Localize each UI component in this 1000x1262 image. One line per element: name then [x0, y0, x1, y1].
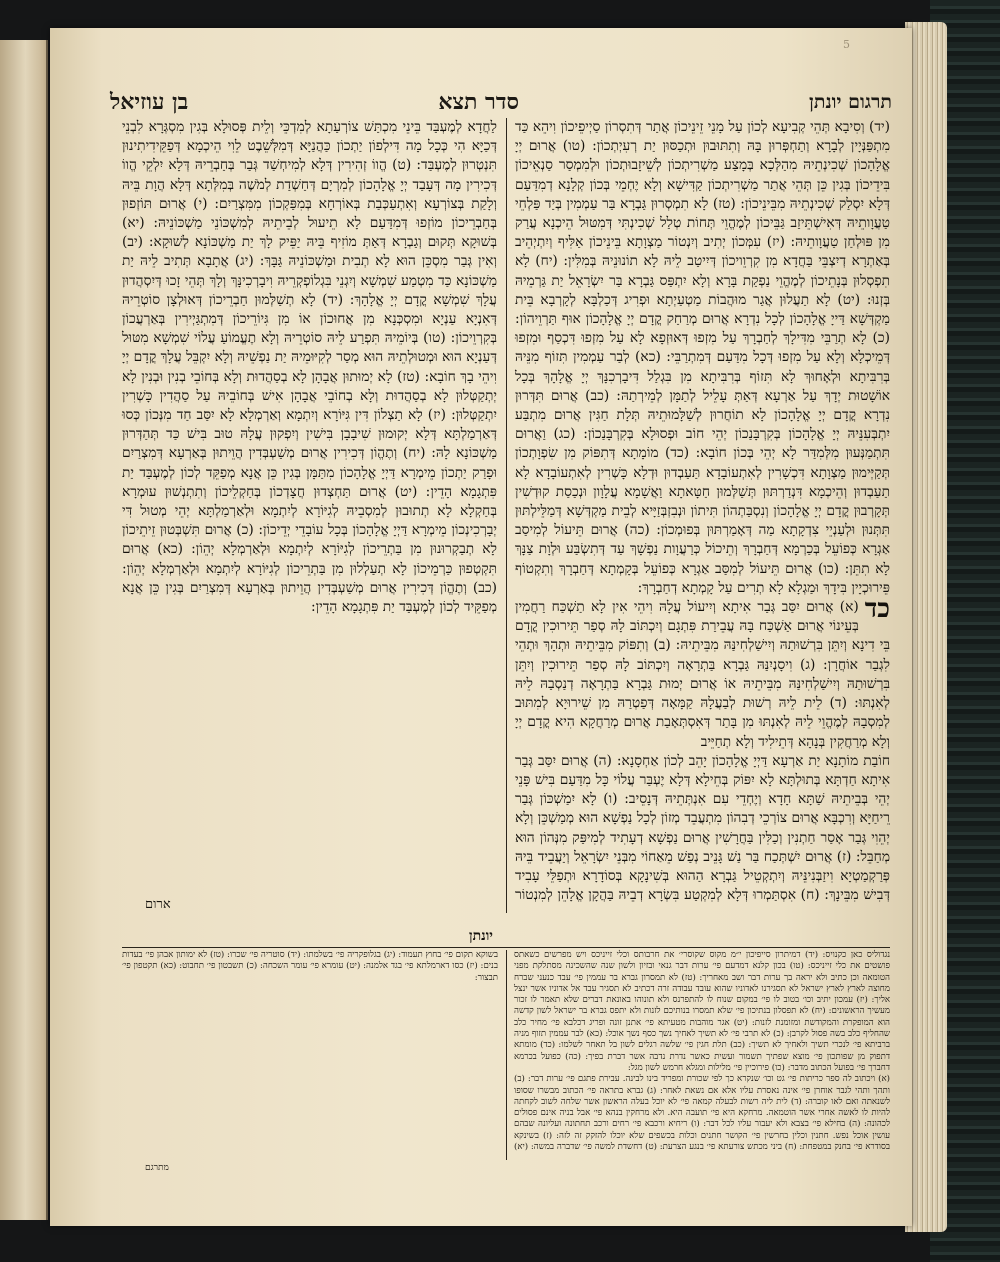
header-center: סדר תצא: [438, 89, 519, 115]
chapter-24-text: (א) אֲרוּם יִסַּב גְּבַר אִיתָא וְיִיעוֹל עֲלָהּ וִיהֵי אִין לָא תַשְׁכַּח רַחֲמִין בְּעֵינוֹי אֲרוּם אַשְׁכַּח בָּהּ עֲבֵירַת פִּתְגָם וְיִכְתּוֹב לָהּ סְפַר תֵּירוּכִין קֳדָם בֵּי דִינָא וְיִתֵּן בִּרְשׁוּתַהּ וְיִישַׁלְחִינַּהּ מִבֵּיתֵיהּ: (ב) וְתִפּוֹק מִבֵּיתֵיהּ וּתְהָךְ וּתְהֵי לִגְבַר אוֹחֲרָן: (ג) וִיסָנְיִנַּהּ גַּבְרָא בַּתְרָאָה וְיִכְתּוֹב לָהּ סְפַר תֵּירוּכִין וְיִתֵּן בִּרְשׁוּתַהּ וְיִישַׁלְחִינַּהּ מִבֵּיתֵיהּ אוֹ אֲרוּם יְמוּת גַּבְרָא בַּתְרָאָה דְנַסְבַהּ לֵיהּ לְאִנְתּוּ: (ד) לֵית לֵיהּ רְשׁוּת לְבַעֲלָהּ קַמָּאָה דְּפַטְרַהּ מִן שֵׁירוּיָא לְמִתּוּב לְמִסְבָהּ לְמֶהֱוֵי לֵיהּ לְאִנְתּוּ מִן בָּתַר דְּאִסְתְּאָבַת אֲרוּם מְרַחֲקָא הִיא קֳדָם יְיָ וְלָא מְרַחֲקִין בְּנָהָא דְּתֵילִיד וְלָא תְחַיֵּיב: [515, 599, 890, 750]
book-page: [50, 28, 912, 1226]
text-block-left: חוֹבַת מוֹתָנָא יַת אַרְעָא דַּיְיָ אֱלָהָכוֹן יָהֵב לְכוֹן אַחְסָנָא: (ה) אֲרוּם יִסַּב גְּבַר אִיתָא חַדְתָּא בְּתוּלְתָּא לָא יִפּוֹק בְּחֵילָא דְּלָא יֶעְבַּר עֲלוֹי כָּל מִדַּעַם בִּישׁ פָּנֵי יְהֵי בְּבֵיתֵיהּ שַׁתָּא חָדָא וְיֶחְדֵי עִם אִנְתְּתֵיהּ דְּנָסֵיב: (ו) לָא יִמַשְׁכּוֹן גְּבַר רֵיחַיָּא וְרִכְבָּא אֲרוּם צוֹרְכֵי דְבִהוֹן מִתְעֲבֵד מְזוֹן לְכָל נַפְשָׁא הוּא מְמַשְׁכֵּן וְלָא יְהֵוִי גְּבַר אָסַר חַתְנִין וְכַלִּין בַּחֲרָשִׁין אֲרוּם נַפְשָׁא דְעָתִיד לְמִיפַּק מִנְּהוֹן הוּא מְחַבֵּל: (ז) אֲרוּם יִשְׁתְּכַח בַּר נַשׁ גָּנֵיב נְפַשׁ מֵאַחוֹי מִבְּנֵי יִשְׂרָאֵל וְיַעֲבֵיד בֵּיהּ פְּרַקְמַטְיָא וִיזַבְּנִינֵּיהּ וְיִתְקְטֵיל גַּבְרָא הַהוּא בְּשִׁינָקָא בְּסוֹדָרָא וּתְפַלֵּי עָבִיד דְּבִישׁ מִבֵּינָךְ: (ח) אִסְתַּמְרוּ דְּלָא לְמִקְטַע בִּשְׂרָא דְבֵיהּ בַּהֲקָן אֱלָהֵן לְמִנְטוֹר לַחֲדָא לְמֶעְבַּד בֵּינֵי מִכְתַּשׁ צוֹרְעַתָא לְמִדְכֵּי וְלֵית פְּסוּלָא בְּגִין מִסְגְּרָא לִבְנֵי דְּכַיָּא הִי כְּכָל מָה דִּילְפוֹן יַתְכוֹן כַּהֲנַיָּא דְּמִלְּשֵׁבֶט לֵוִי הֵיכְמָא דְּפַקֵּידִיתִינוּן תִּנְטְרוּן לְמֶעְבַּד: (ט) הֱווֹ זְהִירִין דְּלָא לְמִיחְשַׁד גְּבַר בְּחַבְרֵיהּ דְּלָא יִלְקֵי הֱווֹ דְּכִירִין מָה דְּעָבַד יְיָ אֱלָהָכוֹן לְמִרְיָם דְּחַשְׁדַת לְמֹשֶׁה בְּמִלְּתָא דְּלָא הֲוָת בֵּיהּ וְלָקַת בְּצוֹרְעָא וְאִתְעַכְּבַת בְּאוֹרְחָא בְּמִפַּקְכוֹן מִמִּצְרַיִם: (י) אֲרוּם תּוֹזְפוּן בְּחַבְרֵיכוֹן מוֹזְפוּ דְּמִדַּעַם לָא תֵיעוּל לְבֵיתֵיהּ לְמִשְׁכּוֹנֵי מַשְׁכּוֹנֵיהּ: (יא) בְּשׁוּקָא תְּקוּם וְגַבְרָא דְּאַתְּ מוֹזִיף בֵּיהּ יַפֵּיק לָךְ יַת מַשְׁכּוֹנָא לְשׁוּקָא: (יב) וְאִין גְּבַר מִסְכֵּן הוּא לָא תְבִית וּמַשְׁכּוֹנֵיהּ גַּבָּךְ: (יג) אֲתָבָא תְּתִיב לֵיהּ יַת מַשְׁכּוֹנָא כַּד מִטְמַע שִׁמְשָׁא וְיִגְנֵי בִּגְלוֹפְקְרֵיהּ וִיבָרְכִינָּךְ וְלָךְ תְּהֵי זָכוּ דְּיִסְהֲדוּן עֲלָךְ שִׁמְשָׁא קֳדָם יְיָ אֱלָהָךְ: (יד) לָא תְשַׁלְּמוּן חַבְרֵיכוֹן דְּאוּלְצָן סוֹטְרֵיהּ דְּאִנְיָא עַנְיָא וּמִסְכְּנָא מִן אֲחוּכוֹן אוֹ מִן גִּיוֹרֵיכוֹן דְּמִתְגַּיְירִין בְּאַרְעֲכוֹן בְּקִרְוֵיכוֹן: (טו) בְּיוֹמֵיהּ תִּפְרַע לֵיהּ סוֹטְרֵיהּ וְלָא תֶעֱמוֹעַ עֲלוֹי שִׁמְשָׁא מִטּוּל דְּעַנְיָא הוּא וּמְטוּלְתֵיהּ הוּא מְסַר לְקִיּוּמֵיהּ יַת נַפְשֵׁיהּ וְלָא יִקְבֵּל עֲלָךְ קֳדָם יְיָ וִיהֵי בָךְ חוֹבָא: (טז) לָא יְמוּתוּן אֲבָהָן לָא בְסַהֲדוּת וְלָא בְּחוֹבֵי בְנִין וּבְנִין לָא יְתְקַטְּלוּן לָא בְסַהֲדוּת וְלָא בְחוֹבֵי אֲבָהָן אִישׁ בְּחוֹבֵיהּ עַל סַהֲדִין כָּשְׁרִין יִתְקַטְּלוּן: (יז) לָא תַצְלוֹן דִּין גִּיּוֹרָא וְיִתְמָא וְאַרְמְלָא לָא יִסַּב חַד מִנְּכוֹן כְּסוּ דְּאַרְמַלְתָּא דְּלָא יְקוּמוּן שִׁיבָבָן בִּישִׁין וְיִפְקוּן עֲלָהּ טוּב בִּישׁ כַּד תְּהַדְּרוּן מַשְׁכּוֹנָא לָהּ: (יח) וְתֶהֱוֹן דְּכִירִין אֲרוּם מְשַׁעְבְּדִין הֲוֵיתוּן בְּאַרְעָא דְּמִצְרַיִם וּפָרַק יַתְכוֹן מֵימְרָא דַּיְיָ אֱלָהָכוֹן מִתַּמָּן בְּגִין כֵּן אֲנָא מְפַקֵּד לְכוֹן לְמֶעְבַּד יַת פִּתְגָמָא הָדֵין: (יט) אֲרוּם תַּחְצְדוּן חֲצָדְכוֹן בְּחַקְלֵיכוֹן וְתִתְנְשׁוּן עוּמְרָא בְּחַקְלָא לָא תְתוּבוּן לְמִסְבֵיהּ לְגִיּוֹרָא לְיִתְמָא וּלְאַרְמַלְתָּא יְהֵי מְטוּל דִּי יְבָרְכִינְכוֹן מֵימְרָא דַּיְיָ אֱלָהָכוֹן בְּכָל עוֹבָדֵי יְדֵיכוֹן: (כ) אֲרוּם תִּשְׁבְּטוּן זֵיתֵיכוֹן לָא תְבַקְרוּנוּן מִן בַּתְרֵיכוֹן לְגִיּוֹרָא לְיִתְמָא וּלְאַרְמְלָא יְהֵוֹן: (כא) אֲרוּם תִּקְטְפוּן כַּרְמֵיכוֹן לָא תְעַלְלוּן מִן בַּתְרֵיכוֹן לְגִיּוֹרָא לְיִתְמָא וּלְאַרְמְלָא יְהֵוֹן: (כב) וְתֶהֱוֹן דְּכִירִין אֲרוּם מְשַׁעְבְּדִין הֲוֵיתוּן בְּאַרְעָא דְּמִצְרַיִם בְּגִין כֵּן אֲנָא מְפַקֵּיד לְכוֹן לְמֶעְבַּד יַת פִּתְגָמָא הָדֵין:: [122, 119, 890, 904]
left-page-edge: [0, 40, 48, 1220]
folio: 5: [843, 38, 850, 51]
commentary-divider: [122, 947, 890, 948]
running-header: [110, 88, 892, 116]
catchword: ארום: [145, 897, 171, 912]
commentary-columns: [122, 950, 890, 1160]
header-right: תרגום יונתן: [809, 90, 892, 113]
chapter-marker: כד: [864, 594, 890, 625]
commentary-left: (א) ויכתוב לה ספר כריתות פי׳ גט וכו׳ שנקרא כך לפי שכורת ומפריד בינו לבינה. עבירת פתגם פי׳ ערות דבר: (ב) ותהך ותהי לגבר אוחרן פי׳ אינה נאסרת עליו אלא אם נשאת לאחר: (ג) גברא בתראה פי׳ הכתוב מבשרו שסופו לשנאתה ואם לאו קוברה: (ד) לית ליה רשות לבעלה קמאה פי׳ לא יוכל בעלה הראשון אשר שלחה לשוב לקחתה להיות לו לאשה אחרי אשר הוטמאה. מרחקא היא פי׳ תועבה היא. ולא מרחקין בנהא פי׳ אבל בניה אינם פסולים לכהונה: (ה) בחילא פי׳ בצבא ולא יעבור עליו לכל דבר: (ו) ריחיא ורכבא פי׳ רחים ורכב תחתונה ועליונה שבהם עושין אוכל נפש. חתנין וכלין בחרשין פי׳ הקושר חתנים וכלות בכשפים שלא יוכלו להזקק זה לזה: (ז) בשינקא בסודרא פי׳ בחנק במטפחת: (ח) ביני מכתש צורעתא פי׳ בנגע הצרעת: (ט) דחשדת למשה פי׳ שדברה במשה: (יא) בשוקא תקום פי׳ בחוץ תעמוד: (יג) בגלופקריה פי׳ בשלמתו: (יד) סוטריה פי׳ שכרו: (טז) לא ימותון אבהן פי׳ בעדות בנים: (יז) כסו דארמלתא פי׳ בגד אלמנה: (יט) עומרא פי׳ עומר השכחה: (כ) תשבטון פי׳ תחבוט: (כא) תקטפון פי׳ תבצור:: [122, 950, 891, 1153]
chapter-24-block: [515, 594, 890, 752]
commentary-catchword: מתרגם: [145, 1163, 169, 1173]
main-text-columns: [122, 118, 890, 913]
commentary-title: יונתן: [469, 928, 493, 944]
text-block-right: (יד) וְסִיבָא תְּהֵי קְבִיעָא לְכוֹן עַל מָנֵי זֵינֵיכוֹן אֲתַר דְּתִסְרוֹן סַיְיפֵיכוֹן וִיהֵא כַּד מִתְפַּנְּיָין לְבָרָא וְתַחְפְּרוּן בָּהּ וְתִתּוּבוּן וּתְכַסּוּן יַת רְעִיְתְכוֹן: (טו) אֲרוּם יְיָ אֱלָהָכוֹן שְׁכִינְתֵיהּ מִהַלְּכָא בְּמָצַע מַשְׁרִיתְכוֹן לְשֵׁיזָבוּתְכוֹן וּלְמִמְסַר סַנְאֵיכוֹן בִּידֵיכוֹן בְּגִין כֵּן תְּהֵי אֲתַר מַשְׁרִיתְכוֹן קַדִּישָׁא וְלָא יֶחְמֵי בְּכוֹן קְלָנָא דְמִדַּעַם דְּלָא יִסְלַק שְׁכִינְתֵיהּ מִבֵּינֵיכוֹן: (טז) לָא תִמְסְרוּן גַּבְרָא בַּר עַמְמִין בְּיַד פַּלְחֵי טַעֲוָותֵיהּ דְּאִישְׁתֵּיזַב גַּבֵּיכוֹן לְמֶהֱוֵי תְּחוֹת טְלַל שְׁכִינְתִּי דְּמִטּוּל הֵיכְנָא עֲרַק מִן פּוּלְחַן טַעֲוָותֵיהּ: (יז) עִמְּכוֹן יְתִיב וְיִנְטוֹר מַצְוָתָא בֵּינֵיכוֹן אַלִּיף וְיִתְיְהֵיב בְּאַתְרָא דְיִצְבֵּי בַּחֲדָא מִן קִרְוֵויכוֹן דְּיִיטַב לֵיהּ לָא תוֹנוּנֵיהּ בְּמִלִּין: (יח) לָא תִפְסְלוּן בְּנָתֵיכוֹן לְמֶהֱוֵי נַפְקַת בָּרָא וְלָא יִתְפַּס גַּבְרָא בַּר יִשְׂרָאֵל יַת גַּרְמֵיהּ בְּזְנוּ: (יט) לָא תַעֲלוּן אֲגַר מוּהֲבוֹת מַטְעַיְתָא וּפְרִיג דְּכַלְבָּא לְקָרְבָא בֵּית מַקְדְּשָׁא דַּייָ אֱלָהָכוֹן לְכָל נִדְרָא אֲרוּם מְרַחַק קֳדָם יְיָ אֱלָהָכוֹן אוּף תַּרְוֵיהוֹן: (כ) לָא תְרַבֵּי מִדִּילָךְ לְחַבְרָךְ עַל מִזְפוּ דְּאוּזְפָא לָא עַל מִזְפוּ דִּכְסַף וּמִזְפוּ דְּמֵיכְלָא וְלָא עַל מִזְפוּ דְּכָל מִדַּעַם דְּמִתְרַבֵּי: (כא) לְבַר עַמְמִין תִּזוֹף מִנֵּיהּ בְּרִבִּיתָא וּלְאָחוּךְ לָא תִּזוֹף בְּרִבִּיתָא מִן בִּגְלַל דִּיבָרְכִנָּךְ יְיָ אֱלָהָךְ בְּכָל אוֹשָׁטוּת יְדָךְ עַל אַרְעָא דְּאַתְּ עָלֵיל לְתַמָּן לְמֵירְתַהּ: (כב) אֲרוּם תִּדְּרוּן נִדְרָא קֳדָם יְיָ אֱלָהָכוֹן לָא תוֹחֲרוּן לְשַׁלָּמוּתֵיהּ תְּלָת חַגִּין אֲרוּם מִתְבַּע יִתְבְּעִנֵּיהּ יְיָ אֱלָהָכוֹן בְּקִרְבָּנַכוֹן יְהֵי חוֹב וּפְסוּלָא בְּקִרְבָּנַכוֹן: (כג) וַאֲרוּם תִּתְמַנְּעוּן מִלְּמִדַּר לָא יְהֵי בְּכוֹן חוֹבָא: (כד) מוֹמָתָא דְּתִפּוֹק מִן שִׂפְוָתְכוֹן תְּקַיְּימוּן מַצְוָתָא דִּכְשָׁרִין לְאִתְעוֹבָדָא תַּעַבְדוּן וּדְלָא כָּשְׁרִין לְאִתְעוֹבָדָא לָא תַעַבְדוּן וְהֵיכְמָא דִּנְדַרְתּוּן תְּשַׁלְּמוּן חַטָּאתָא וַאֲשָׁמָא עֲלָוָון וּנְכַסַת קוּדְשִׁין תְּקָרְבוּן קֳדָם יְיָ אֱלָהָכוֹן וְנִסְבַּתְהוֹן תִּיתוֹן וּנְבִזְבְּזַיָּיא לְבֵית מַקְדְּשָׁא דְּמַלֵּילְתּוּן תִּתְּנוּן וּלְעַנְיֵי צִדְקָתָא מַה דְּאָמַרְתּוּן בְּפוּמְכוֹן: (כה) אֲרוּם תֵּיעוֹל לְמִיסַב אַגְרָא כְּפוֹעֵל בְּכַרְמָא דְּחַבְרָךְ וְתֵיכוֹל כְּרַעֲוָות נַפְשָׁךְ עַד דְּתִשְׂבַּע וּלְוָת צַנָּךְ לָא תִתֵּן: (כו) אֲרוּם תֵּיעוֹל לְמִסַּב אַגְרָא כְּפוֹעֵל בְּקָמְתָא דְּחַבְרָךְ וְתִקְטוֹף פֵּירוּכְיָין בִּידָךְ וּמַגְלָא לָא תְרִים עַל קָמְתָא דְחַבְרָךְ:: [515, 119, 890, 596]
commentary-right: נגדוליס כאן כקנויס: (יד) דמיתרון סייפיכון י״מ מקוס שקוסרי׳ את חרבותס וכלי זייניכס ויש מפרשים כשאתס פושטים את כלי זייניכס: (טו) בכון קלנא דמדעם פי׳ ערות דבר גנאי ובזיון ולשון שנה שהשכינה מסתלקת מפני הטומאה וכן כתיב ולא יראה בך ערות דבר ושב מאחריך: (טז) לא תמסרון גברא בר עממין פי׳ עבד כנעני שברח מחוצה לארץ לארץ ישראל לא תסגירנו לאדוניו שהוא עובד עבודה זרה דכתיב לא תסגיר עבד אל אדוניו אשר ינצל אליך: (יז) עמכון יתיב וכו׳ בטוב לו פי׳ במקום שנוח לו להתפרנס ולא תונוהו באונאת דברים שלא תאמר לו זכור מעשיך הראשונים: (יח) לא תפסלון בנתיכון פי׳ שלא תמסרו בנותיכם לזנות ולא יתפס גברא בר ישראל לשון קדשה הוא המופקרת והמקודשת ומזומנת לזנות: (יט) אגר מוהבות מטעיתא פי׳ אתנן זונה ופריג דכלבא פי׳ מחיר כלב שהחליף כלב בשה פסול לקרבן: (כ) לא תרבי פי׳ לא תשיך לאחיך נשך כסף נשך אוכל: (כא) לבר עממין תזוף מניה ברביתא פי׳ לנכרי תשיך ולאחיך לא תשיך: (כב) תלת חגין פי׳ שלשה רגלים לשון בל תאחר לשלמו: (כד) מומתא דתפוק מן שפותכון פי׳ מוצא שפתיך תשמור ועשית כאשר נדרת נדבה אשר דברת בפיך: (כה) כפועל בכרמא דחברך פי׳ בפועל הכתוב מדבר: (כו) פירוכיין פי׳ מלילות ומגלא חרמש לשון מגל:: [514, 950, 890, 1073]
header-left: בן עוזיאל: [110, 89, 189, 115]
